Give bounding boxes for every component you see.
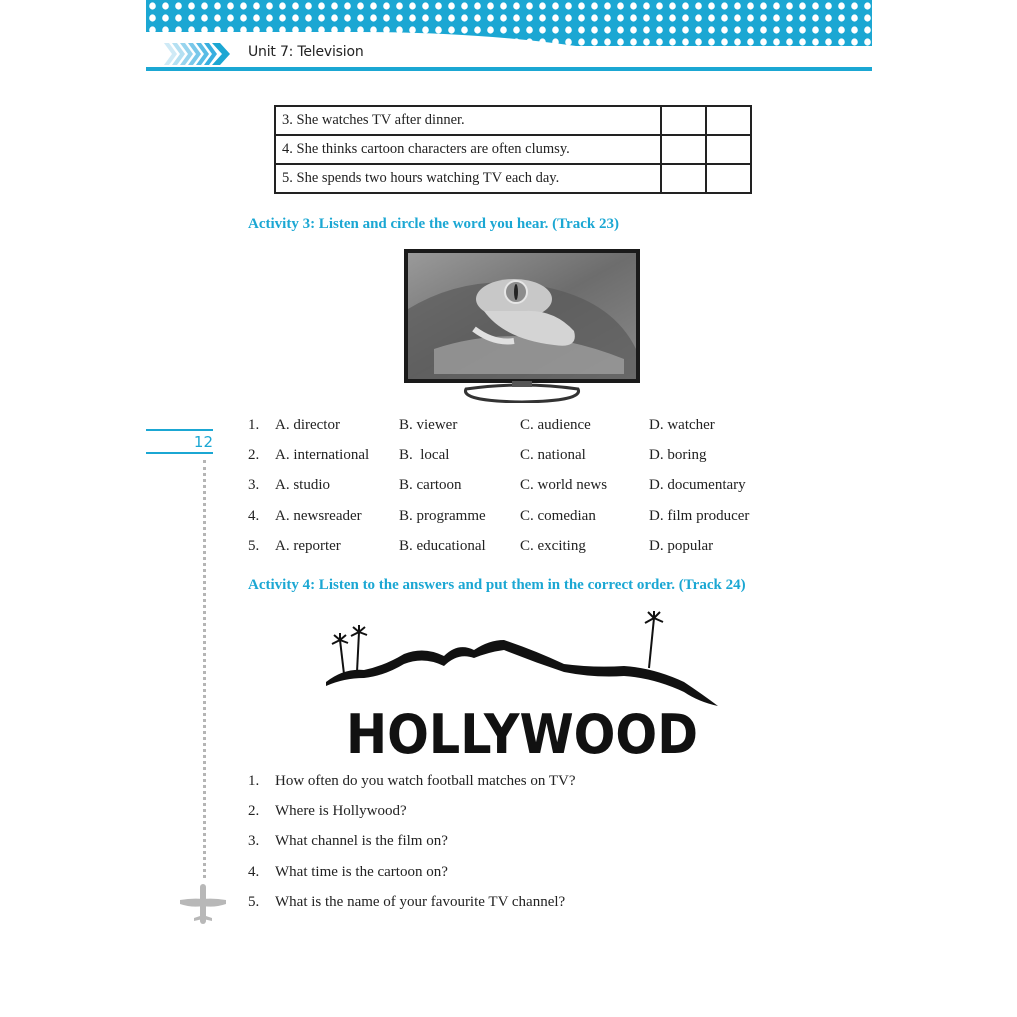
statement-cell: 5. She spends two hours watching TV each day. [275, 164, 661, 193]
activity-3-title: Activity 3: Listen and circle the word you hear. (Track 23) [248, 216, 619, 232]
option-b[interactable]: B. programme [399, 507, 486, 524]
option-b[interactable]: B. educational [399, 537, 486, 554]
answer-box-false[interactable] [706, 164, 751, 193]
answer-box-true[interactable] [661, 135, 706, 164]
question-text: What time is the cartoon on? [275, 863, 448, 880]
workbook-page [146, 0, 872, 1017]
item-number: 4. [248, 507, 260, 524]
question-number: 3. [248, 833, 260, 850]
table-row [275, 135, 751, 164]
option-c[interactable]: C. national [520, 447, 586, 464]
option-c[interactable]: C. world news [520, 477, 608, 494]
airplane-icon [180, 884, 226, 924]
option-a[interactable]: A. reporter [275, 537, 341, 554]
item-number: 2. [248, 447, 260, 464]
question-text: Where is Hollywood? [275, 803, 407, 820]
chevron-arrows-icon [164, 43, 230, 65]
option-d[interactable]: D. popular [649, 537, 714, 554]
option-b[interactable]: B. cartoon [399, 477, 462, 494]
statement-cell: 3. She watches TV after dinner. [275, 106, 661, 135]
page-number: 12 [193, 433, 213, 451]
statement-cell: 4. She thinks cartoon characters are often clumsy. [275, 135, 661, 164]
page-number-rule-bottom [146, 452, 213, 454]
question-number: 5. [248, 893, 260, 910]
question-text: How often do you watch football matches on TV? [275, 773, 576, 789]
option-d[interactable]: D. boring [649, 447, 707, 464]
header-rule [146, 67, 872, 71]
option-a[interactable]: A. studio [275, 477, 331, 494]
hollywood-sign-image [324, 610, 720, 760]
answer-box-false[interactable] [706, 106, 751, 135]
option-a[interactable]: A. international [275, 447, 370, 464]
activity-4-title: Activity 4: Listen to the answers and put them in the correct order. (Track 24) [248, 577, 746, 593]
answer-box-true[interactable] [661, 164, 706, 193]
answer-box-true[interactable] [661, 106, 706, 135]
question-number: 1. [248, 773, 260, 789]
option-b[interactable]: B. viewer [399, 417, 458, 433]
answer-box-false[interactable] [706, 135, 751, 164]
table-row [275, 164, 751, 193]
option-d[interactable]: D. watcher [649, 417, 715, 433]
dotted-flight-path [203, 460, 206, 878]
page-number-rule-top [146, 429, 213, 431]
option-a[interactable]: A. director [275, 417, 340, 433]
unit-title: Unit 7: Television [248, 44, 364, 60]
unit-header [146, 40, 872, 68]
option-b[interactable]: B. local [399, 447, 450, 464]
item-number: 5. [248, 537, 260, 554]
hollywood-logo-text: HOLLYWOOD [346, 703, 698, 760]
question-text: What channel is the film on? [275, 833, 448, 850]
true-false-table [274, 105, 752, 194]
question-number: 4. [248, 863, 260, 880]
table-row [275, 106, 751, 135]
item-number: 3. [248, 477, 260, 494]
question-text: What is the name of your favourite TV channel? [275, 893, 566, 910]
item-number: 1. [248, 417, 260, 433]
option-d[interactable]: D. film producer [649, 507, 750, 524]
question-number: 2. [248, 803, 260, 820]
option-c[interactable]: C. comedian [520, 507, 596, 524]
option-c[interactable]: C. exciting [520, 537, 586, 554]
option-d[interactable]: D. documentary [649, 477, 746, 494]
option-a[interactable]: A. newsreader [275, 507, 362, 524]
option-c[interactable]: C. audience [520, 417, 591, 433]
tv-with-frog-image [404, 249, 640, 403]
